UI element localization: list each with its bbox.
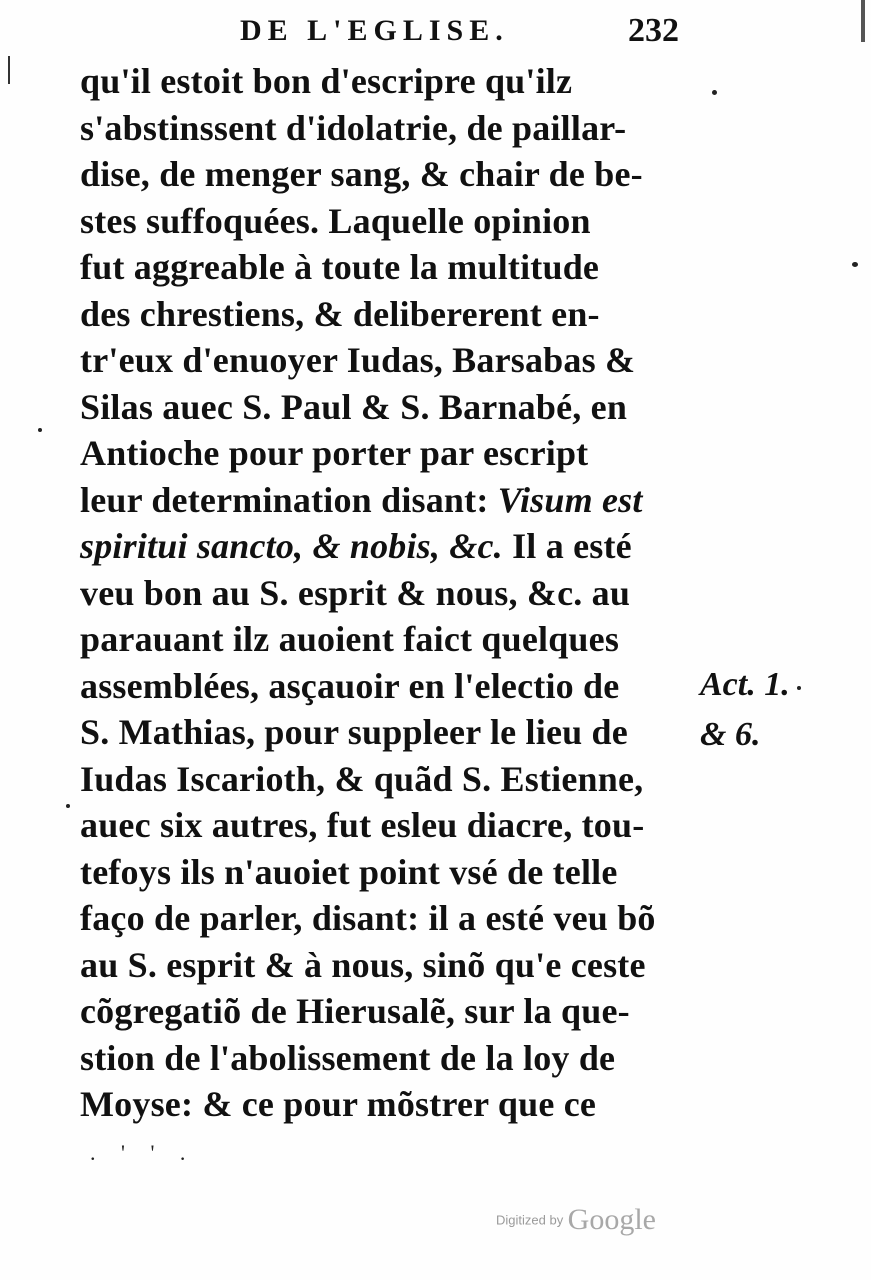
- body-text: [80, 58, 700, 1128]
- text-line: parauant ilz auoient faict quelques: [80, 619, 620, 659]
- text-line: fut aggreable à toute la multitude: [80, 247, 600, 287]
- latin-quote: spiritui sancto, & nobis, &c.: [80, 526, 503, 566]
- ink-speck: [38, 428, 42, 432]
- text-line: dise, de menger sang, & chair de be-: [80, 154, 643, 194]
- running-head: DE L'EGLISE.: [240, 14, 509, 47]
- text-line: s'abstinssent d'idolatrie, de paillar-: [80, 107, 627, 148]
- text-line: stion de l'abolissement de la loy de: [80, 1037, 616, 1078]
- text-line: cõgregatiõ de Hierusalẽ, sur la que-: [80, 991, 630, 1031]
- ink-speck: [66, 804, 70, 808]
- margin-note-reference: & 6.: [700, 716, 761, 753]
- text-line: auec six autres, fut esleu diacre, tou-: [80, 805, 645, 845]
- bottom-marks: . ' ' .: [90, 1140, 196, 1165]
- text-line: qu'il estoit bon d'escripre qu'ilz: [80, 61, 573, 101]
- text-line: Moyse: & ce pour mõstrer que ce: [80, 1084, 597, 1124]
- ink-speck: [712, 90, 717, 95]
- text-line: au S. esprit & à nous, sinõ qu'e ceste: [80, 944, 646, 985]
- text-line: tr'eux d'enuoyer Iudas, Barsabas &: [80, 340, 636, 380]
- text-line: veu bon au S. esprit & nous, &c. au: [80, 572, 631, 613]
- text-line: stes suffoquées. Laquelle opinion: [80, 200, 591, 241]
- text-line: S. Mathias, pour suppleer le lieu de: [80, 712, 628, 752]
- text-line: [80, 477, 700, 524]
- google-logo: Google: [567, 1203, 656, 1236]
- page-number: 232: [628, 12, 679, 49]
- latin-quote: Visum est: [497, 479, 643, 520]
- text-line: Silas auec S. Paul & S. Barnabé, en: [80, 386, 628, 427]
- watermark-prefix: Digitized by: [496, 1212, 564, 1228]
- ink-speck: [797, 686, 801, 690]
- ink-speck: [852, 262, 858, 267]
- text-line: tefoys ils n'auoiet point vsé de telle: [80, 851, 618, 892]
- text-line-roman: leur determination disant:: [80, 479, 498, 520]
- text-line: faço de parler, disant: il a esté veu bõ: [80, 898, 656, 938]
- margin-note-reference: Act. 1.: [700, 666, 790, 703]
- digitization-watermark: [496, 1203, 656, 1237]
- text-line: assemblées, asçauoir en l'electio de: [80, 665, 620, 706]
- text-line: Antioche pour porter par escript: [80, 433, 589, 473]
- text-line: des chrestiens, & delibererent en-: [80, 293, 600, 334]
- text-line: Iudas Iscarioth, & quãd S. Estienne,: [80, 758, 644, 799]
- text-line-roman: Il a esté: [502, 526, 632, 566]
- left-edge-mark: [8, 56, 10, 84]
- right-edge-mark: [861, 0, 865, 42]
- text-line: [80, 523, 700, 570]
